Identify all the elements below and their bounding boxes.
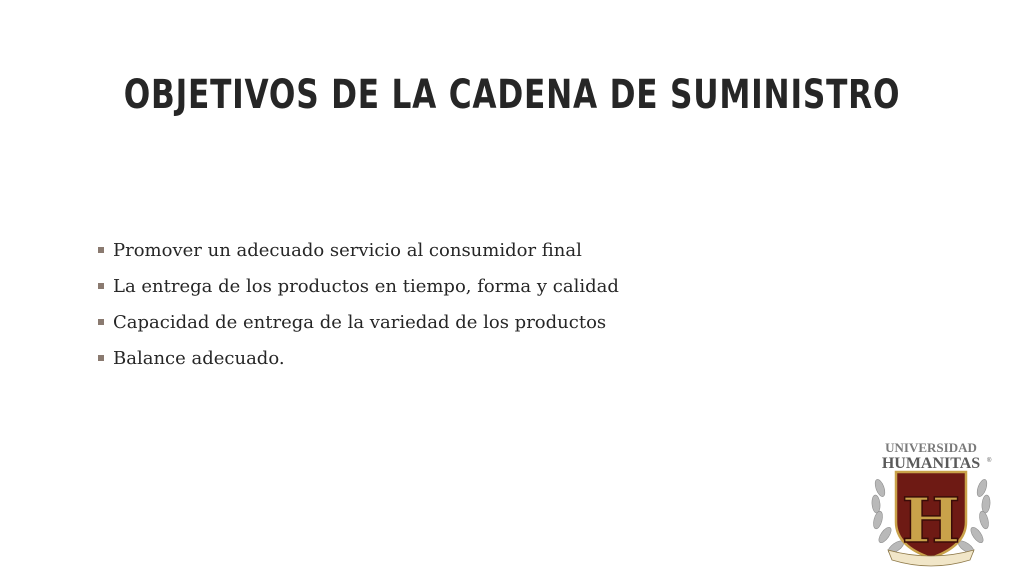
bullet-text: Balance adecuado.: [113, 347, 285, 369]
bullet-item: [98, 304, 619, 340]
bullet-text: Promover un adecuado servicio al consumidor final: [113, 239, 582, 261]
bullet-list: [98, 232, 619, 376]
slide-title: OBJETIVOS DE LA CADENA DE SUMINISTRO: [123, 72, 901, 118]
logo-registered-mark: ®: [987, 458, 992, 464]
square-bullet-icon: [98, 283, 104, 289]
bullet-text: La entrega de los productos en tiempo, forma y calidad: [113, 275, 619, 297]
bullet-item: [98, 232, 619, 268]
logo-letter: H: [901, 484, 961, 557]
bullet-item: [98, 340, 619, 376]
bullet-item: [98, 268, 619, 304]
square-bullet-icon: [98, 319, 104, 325]
square-bullet-icon: [98, 355, 104, 361]
square-bullet-icon: [98, 247, 104, 253]
university-logo: [866, 438, 996, 570]
logo-text-universidad: UNIVERSIDAD: [885, 440, 977, 455]
logo-text-humanitas: HUMANITAS: [881, 455, 981, 472]
bullet-text: Capacidad de entrega de la variedad de los productos: [113, 311, 607, 333]
